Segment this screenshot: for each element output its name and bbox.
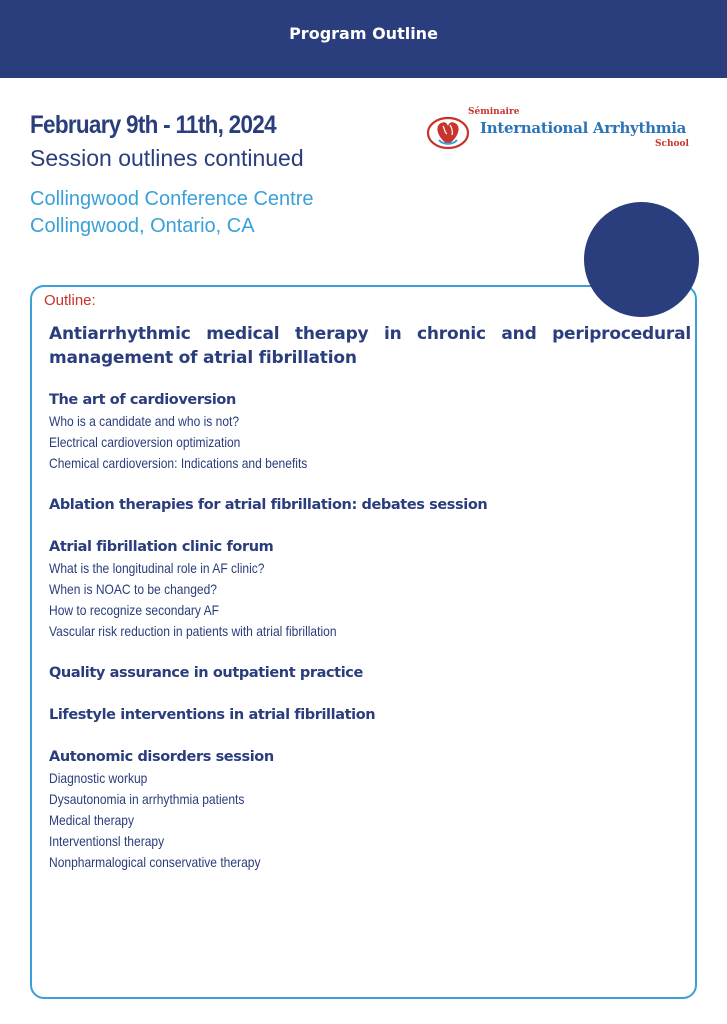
outline-main-title: Antiarrhythmic medical therapy in chronic and periprocedural management of atrial fibrillation [49,324,691,368]
section-item: Who is a candidate and who is not? [49,413,240,429]
section-heading: Quality assurance in outpatient practice [49,665,363,681]
logo-school-text: School [655,139,689,149]
session-subtitle: Session outlines continued [30,145,304,171]
section-item: Diagnostic workup [49,770,148,786]
outline-section [49,705,691,726]
section-item: Nonpharmalogical conservative therapy [49,854,261,870]
outline-section [49,747,691,873]
outline-section [49,537,691,642]
school-logo [426,106,696,156]
section-item: What is the longitudinal role in AF clinic? [49,560,265,576]
event-dates: February 9th - 11th, 2024 [30,111,276,139]
section-item: Dysautonomia in arrhythmia patients [49,791,245,807]
section-item: Medical therapy [49,812,134,828]
section-item: Interventionsl therapy [49,833,165,849]
outline-content [49,322,691,894]
venue-location: Collingwood, Ontario, CA [30,215,255,237]
section-heading: Atrial fibrillation clinic forum [49,539,274,555]
venue-name: Collingwood Conference Centre [30,188,314,210]
outline-section [49,495,691,516]
outline-section [49,663,691,684]
section-heading: Autonomic disorders session [49,749,274,765]
section-heading: Lifestyle interventions in atrial fibrillation [49,707,376,723]
section-heading: The art of cardioversion [49,392,236,408]
outline-section [49,390,691,474]
section-item: How to recognize secondary AF [49,602,219,618]
section-heading: Ablation therapies for atrial fibrillation: debates session [49,497,488,513]
section-item: Vascular risk reduction in patients with atrial fibrillation [49,623,337,639]
outline-sections [49,390,691,873]
section-item: Electrical cardioversion optimization [49,434,241,450]
heart-globe-icon [426,112,474,152]
header-bar [0,0,727,78]
logo-main-text: International Arrhythmia [480,119,687,137]
outline-label: Outline: [44,292,96,309]
logo-seminaire-text: Séminaire [468,107,520,117]
section-item: When is NOAC to be changed? [49,581,217,597]
header-title: Program Outline [289,24,438,43]
decorative-circle [584,202,699,317]
venue [30,186,314,240]
section-item: Chemical cardioversion: Indications and benefits [49,455,308,471]
